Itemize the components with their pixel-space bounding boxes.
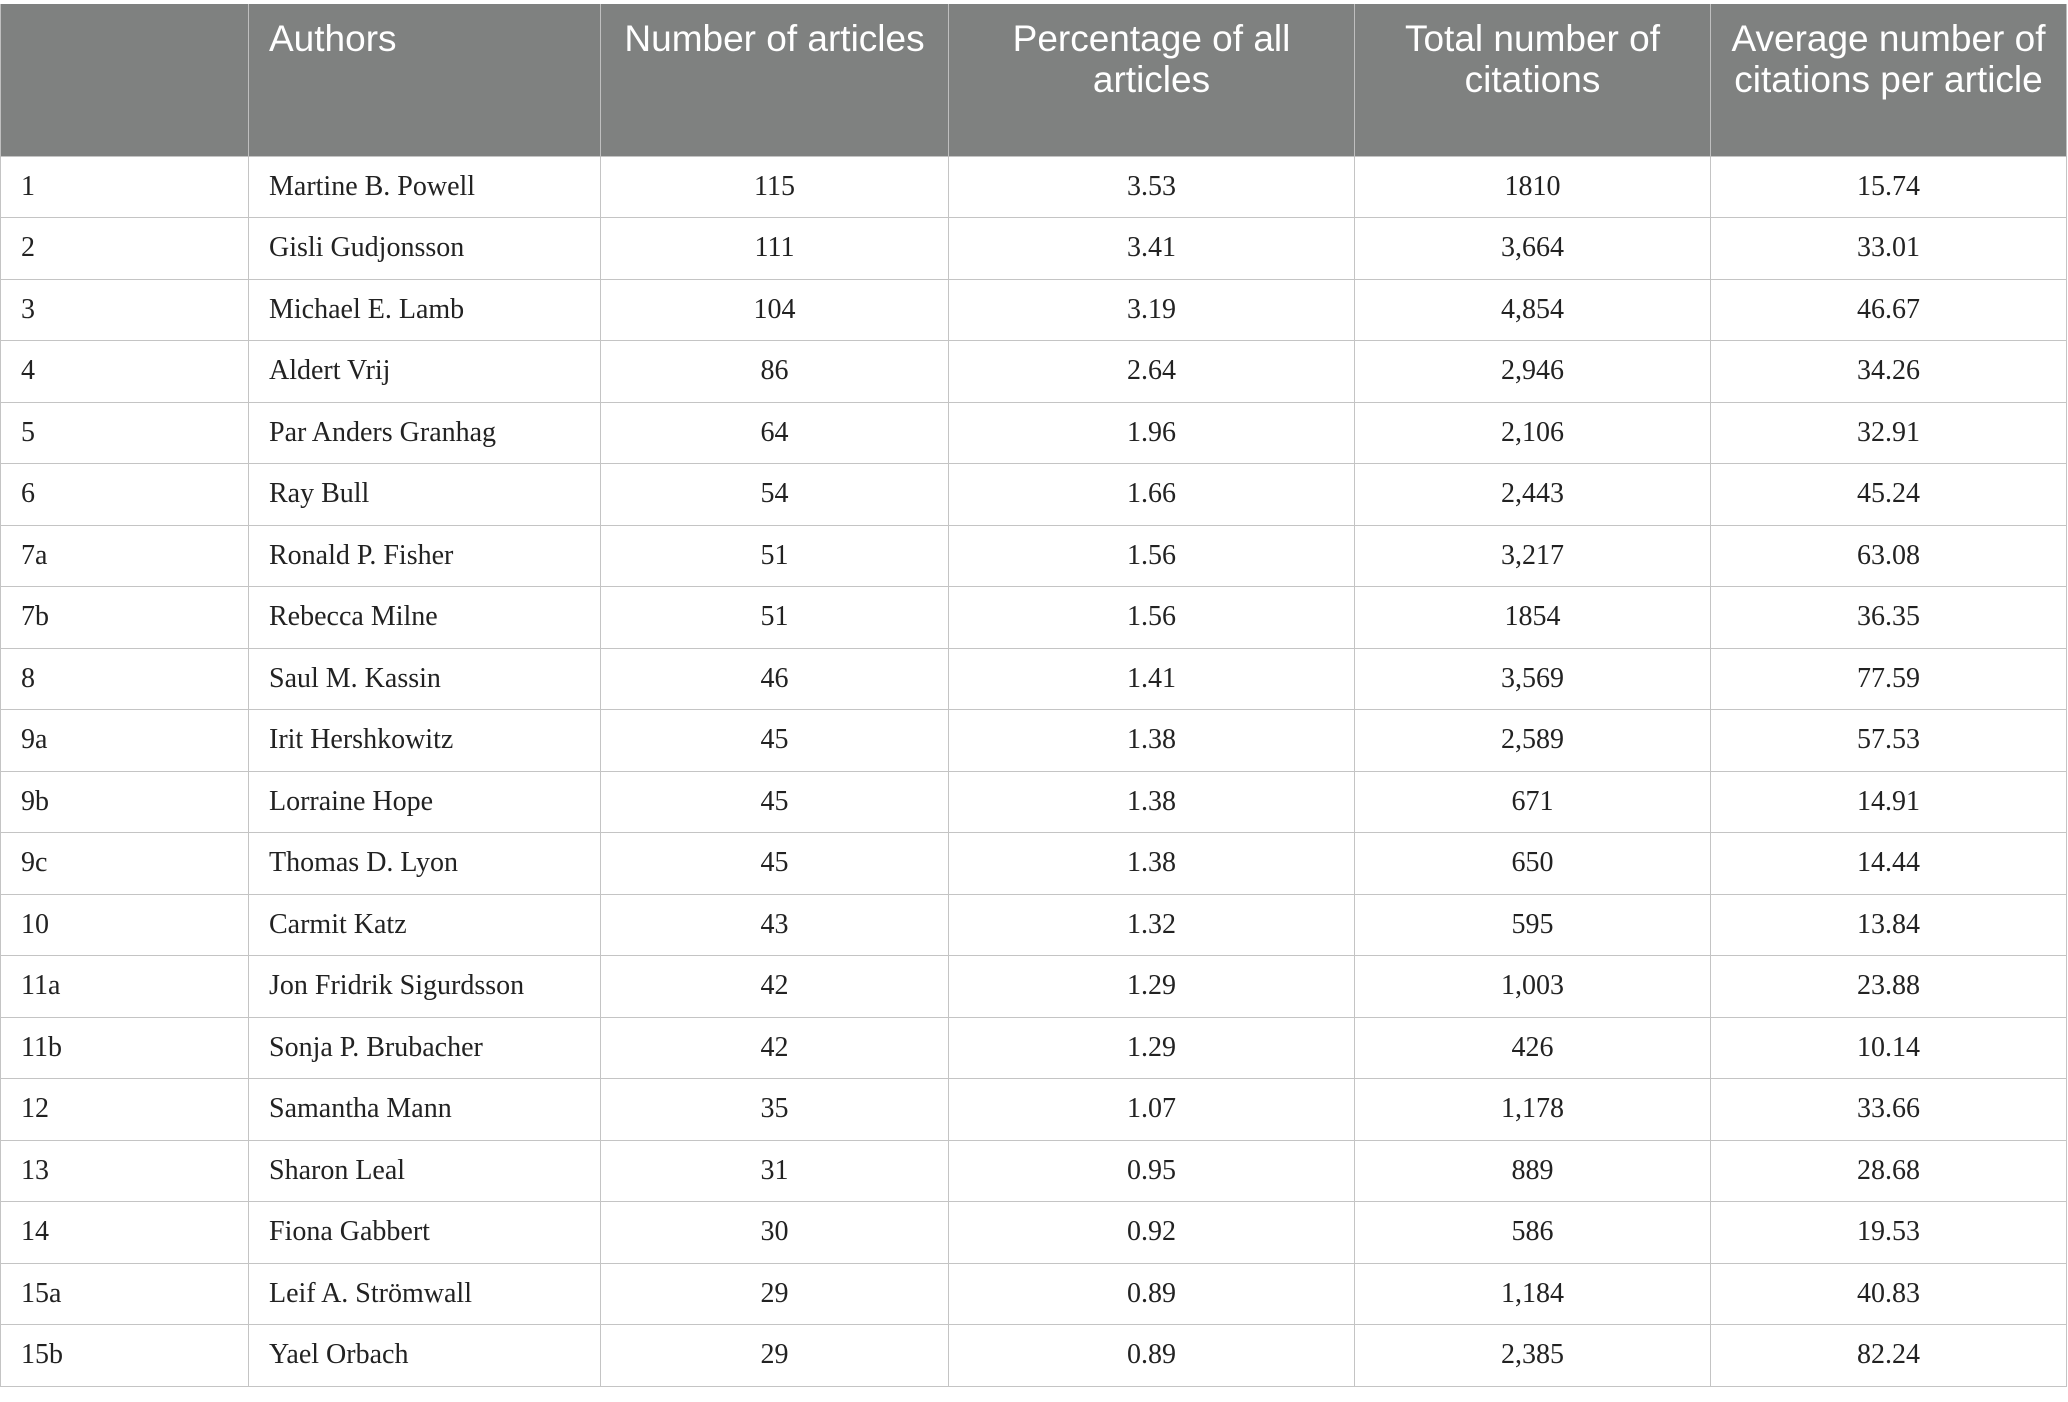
percentage-cell: 0.95 <box>949 1140 1355 1202</box>
articles-cell: 45 <box>601 833 949 895</box>
author-cell: Gisli Gudjonsson <box>249 218 601 280</box>
percentage-cell: 0.92 <box>949 1202 1355 1264</box>
author-cell: Carmit Katz <box>249 894 601 956</box>
citations-cell: 586 <box>1355 1202 1711 1264</box>
percentage-cell: 0.89 <box>949 1325 1355 1387</box>
table-row <box>1 402 2067 464</box>
table-row <box>1 218 2067 280</box>
citations-cell: 3,569 <box>1355 648 1711 710</box>
table-row <box>1 1140 2067 1202</box>
articles-cell: 111 <box>601 218 949 280</box>
percentage-cell: 1.38 <box>949 771 1355 833</box>
table-row <box>1 525 2067 587</box>
percentage-cell: 0.89 <box>949 1263 1355 1325</box>
percentage-cell: 1.38 <box>949 833 1355 895</box>
avg-citations-cell: 46.67 <box>1711 279 2067 341</box>
articles-cell: 29 <box>601 1263 949 1325</box>
articles-cell: 104 <box>601 279 949 341</box>
author-cell: Lorraine Hope <box>249 771 601 833</box>
rank-cell: 7b <box>1 587 249 649</box>
citations-cell: 2,443 <box>1355 464 1711 526</box>
author-cell: Irit Hershkowitz <box>249 710 601 772</box>
percentage-cell: 1.96 <box>949 402 1355 464</box>
author-cell: Samantha Mann <box>249 1079 601 1141</box>
articles-cell: 30 <box>601 1202 949 1264</box>
citations-cell: 2,106 <box>1355 402 1711 464</box>
table-row <box>1 1079 2067 1141</box>
author-cell: Par Anders Granhag <box>249 402 601 464</box>
percentage-cell: 1.41 <box>949 648 1355 710</box>
rank-cell: 13 <box>1 1140 249 1202</box>
table-row <box>1 894 2067 956</box>
articles-cell: 51 <box>601 525 949 587</box>
avg-citations-cell: 32.91 <box>1711 402 2067 464</box>
citations-cell: 1854 <box>1355 587 1711 649</box>
percentage-cell: 1.29 <box>949 956 1355 1018</box>
rank-cell: 4 <box>1 341 249 403</box>
author-cell: Ray Bull <box>249 464 601 526</box>
citations-cell: 1,178 <box>1355 1079 1711 1141</box>
rank-cell: 11a <box>1 956 249 1018</box>
citations-cell: 3,664 <box>1355 218 1711 280</box>
avg-citations-cell: 10.14 <box>1711 1017 2067 1079</box>
avg-citations-cell: 19.53 <box>1711 1202 2067 1264</box>
avg-citations-cell: 13.84 <box>1711 894 2067 956</box>
citations-cell: 1,003 <box>1355 956 1711 1018</box>
author-cell: Aldert Vrij <box>249 341 601 403</box>
articles-cell: 35 <box>601 1079 949 1141</box>
rank-cell: 9a <box>1 710 249 772</box>
citations-cell: 671 <box>1355 771 1711 833</box>
citations-cell: 2,385 <box>1355 1325 1711 1387</box>
table-row <box>1 1017 2067 1079</box>
avg-citations-cell: 14.91 <box>1711 771 2067 833</box>
percentage-cell: 3.19 <box>949 279 1355 341</box>
table-row <box>1 156 2067 218</box>
author-cell: Sharon Leal <box>249 1140 601 1202</box>
avg-citations-cell: 57.53 <box>1711 710 2067 772</box>
percentage-cell: 1.56 <box>949 525 1355 587</box>
citations-cell: 1,184 <box>1355 1263 1711 1325</box>
rank-cell: 15a <box>1 1263 249 1325</box>
articles-cell: 64 <box>601 402 949 464</box>
rank-cell: 12 <box>1 1079 249 1141</box>
citations-cell: 889 <box>1355 1140 1711 1202</box>
citations-cell: 426 <box>1355 1017 1711 1079</box>
citations-cell: 2,589 <box>1355 710 1711 772</box>
avg-citations-cell: 45.24 <box>1711 464 2067 526</box>
rank-cell: 9c <box>1 833 249 895</box>
percentage-cell: 1.56 <box>949 587 1355 649</box>
authors-table <box>0 4 2067 1387</box>
table-row <box>1 833 2067 895</box>
articles-cell: 29 <box>601 1325 949 1387</box>
author-cell: Ronald P. Fisher <box>249 525 601 587</box>
author-cell: Rebecca Milne <box>249 587 601 649</box>
articles-cell: 54 <box>601 464 949 526</box>
citations-cell: 3,217 <box>1355 525 1711 587</box>
header-authors: Authors <box>249 4 601 156</box>
avg-citations-cell: 33.66 <box>1711 1079 2067 1141</box>
percentage-cell: 1.38 <box>949 710 1355 772</box>
table-row <box>1 1202 2067 1264</box>
author-cell: Jon Fridrik Sigurdsson <box>249 956 601 1018</box>
rank-cell: 14 <box>1 1202 249 1264</box>
rank-cell: 1 <box>1 156 249 218</box>
table-header <box>1 4 2067 156</box>
citations-cell: 650 <box>1355 833 1711 895</box>
author-cell: Sonja P. Brubacher <box>249 1017 601 1079</box>
rank-cell: 3 <box>1 279 249 341</box>
percentage-cell: 1.32 <box>949 894 1355 956</box>
articles-cell: 42 <box>601 956 949 1018</box>
articles-cell: 86 <box>601 341 949 403</box>
percentage-cell: 1.66 <box>949 464 1355 526</box>
avg-citations-cell: 23.88 <box>1711 956 2067 1018</box>
table-row <box>1 279 2067 341</box>
header-row <box>1 4 2067 156</box>
avg-citations-cell: 40.83 <box>1711 1263 2067 1325</box>
table-row <box>1 587 2067 649</box>
header-number-of-articles: Number of articles <box>601 4 949 156</box>
articles-cell: 51 <box>601 587 949 649</box>
table-row <box>1 710 2067 772</box>
articles-cell: 31 <box>601 1140 949 1202</box>
rank-cell: 6 <box>1 464 249 526</box>
avg-citations-cell: 63.08 <box>1711 525 2067 587</box>
percentage-cell: 1.07 <box>949 1079 1355 1141</box>
avg-citations-cell: 33.01 <box>1711 218 2067 280</box>
author-cell: Saul M. Kassin <box>249 648 601 710</box>
avg-citations-cell: 77.59 <box>1711 648 2067 710</box>
header-average-citations: Average number of citations per article <box>1711 4 2067 156</box>
percentage-cell: 3.41 <box>949 218 1355 280</box>
table-row <box>1 956 2067 1018</box>
avg-citations-cell: 28.68 <box>1711 1140 2067 1202</box>
table-row <box>1 771 2067 833</box>
articles-cell: 45 <box>601 710 949 772</box>
citations-cell: 1810 <box>1355 156 1711 218</box>
table-row <box>1 648 2067 710</box>
rank-cell: 2 <box>1 218 249 280</box>
table-row <box>1 1325 2067 1387</box>
avg-citations-cell: 36.35 <box>1711 587 2067 649</box>
header-percentage-of-articles: Percentage of all articles <box>949 4 1355 156</box>
header-total-citations: Total number of citations <box>1355 4 1711 156</box>
articles-cell: 42 <box>601 1017 949 1079</box>
citations-cell: 595 <box>1355 894 1711 956</box>
articles-cell: 115 <box>601 156 949 218</box>
header-rank <box>1 4 249 156</box>
rank-cell: 7a <box>1 525 249 587</box>
table-row <box>1 341 2067 403</box>
table-body <box>1 156 2067 1386</box>
citations-cell: 2,946 <box>1355 341 1711 403</box>
rank-cell: 15b <box>1 1325 249 1387</box>
avg-citations-cell: 14.44 <box>1711 833 2067 895</box>
author-cell: Thomas D. Lyon <box>249 833 601 895</box>
author-cell: Martine B. Powell <box>249 156 601 218</box>
rank-cell: 11b <box>1 1017 249 1079</box>
author-cell: Yael Orbach <box>249 1325 601 1387</box>
rank-cell: 9b <box>1 771 249 833</box>
rank-cell: 8 <box>1 648 249 710</box>
table-row <box>1 464 2067 526</box>
author-cell: Fiona Gabbert <box>249 1202 601 1264</box>
articles-cell: 43 <box>601 894 949 956</box>
avg-citations-cell: 15.74 <box>1711 156 2067 218</box>
rank-cell: 10 <box>1 894 249 956</box>
articles-cell: 45 <box>601 771 949 833</box>
avg-citations-cell: 82.24 <box>1711 1325 2067 1387</box>
avg-citations-cell: 34.26 <box>1711 341 2067 403</box>
rank-cell: 5 <box>1 402 249 464</box>
author-cell: Michael E. Lamb <box>249 279 601 341</box>
articles-cell: 46 <box>601 648 949 710</box>
table-row <box>1 1263 2067 1325</box>
percentage-cell: 1.29 <box>949 1017 1355 1079</box>
percentage-cell: 3.53 <box>949 156 1355 218</box>
percentage-cell: 2.64 <box>949 341 1355 403</box>
citations-cell: 4,854 <box>1355 279 1711 341</box>
author-cell: Leif A. Strömwall <box>249 1263 601 1325</box>
